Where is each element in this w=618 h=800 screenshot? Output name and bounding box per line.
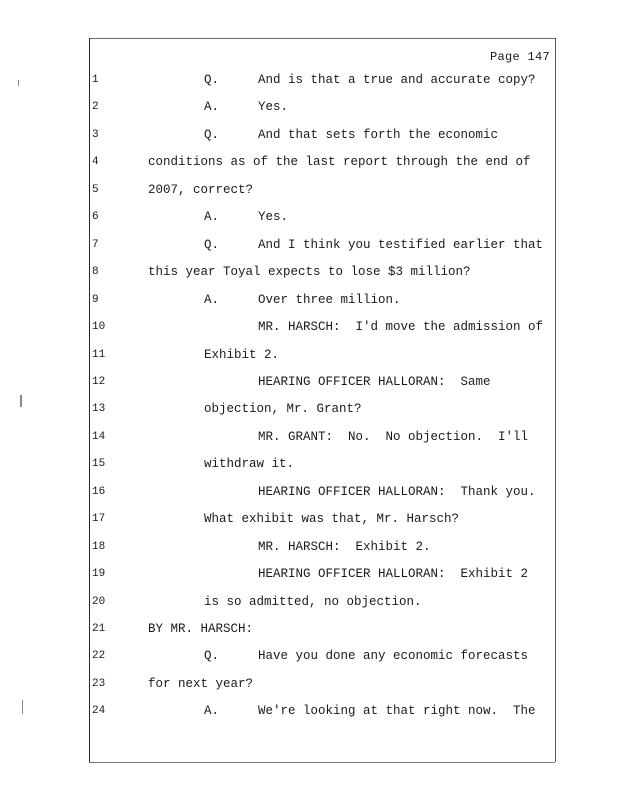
line-text: We're looking at that right now. The [258,704,536,719]
line-text: What exhibit was that, Mr. Harsch? [204,512,460,527]
line-text: Over three million. [258,292,401,307]
qa-label: A. [204,704,220,719]
line-number: 3 [92,128,99,141]
qa-label: Q. [204,649,220,664]
line-text: this year Toyal expects to lose $3 million? [148,265,471,280]
line-number: 22 [92,650,106,663]
speaker-line: HEARING OFFICER HALLORAN: Same [258,374,491,389]
transcript-line [0,70,618,90]
line-text: And is that a true and accurate copy? [258,73,536,87]
line-number: 5 [92,183,99,196]
transcript-line [0,482,618,502]
line-number: 16 [92,485,106,498]
line-number: 15 [92,458,106,471]
speaker-line: MR. HARSCH: I'd move the admission of [258,320,544,335]
line-number: 2 [92,101,99,114]
line-number: 14 [92,430,106,443]
qa-label: Q. [204,127,220,142]
transcript-line [0,97,618,117]
line-number: 10 [92,321,106,334]
transcript-line [0,674,618,694]
speaker-line: MR. HARSCH: Exhibit 2. [258,539,431,554]
line-text: Yes. [258,210,289,225]
speaker-line: MR. GRANT: No. No objection. I'll [258,429,529,444]
transcript-line [0,180,618,200]
transcript-line [0,701,618,721]
transcript-line [0,345,618,365]
line-number: 4 [92,156,99,169]
line-text: objection, Mr. Grant? [204,402,362,417]
line-number: 9 [92,293,99,306]
transcript-line [0,646,618,666]
line-text: withdraw it. [204,457,295,472]
transcript-line [0,317,618,337]
line-text: And I think you testified earlier that [258,237,544,252]
line-number: 11 [92,348,106,361]
line-text: Have you done any economic forecasts [258,649,529,664]
transcript-line [0,262,618,282]
line-number: 19 [92,568,106,581]
qa-label: A. [204,210,220,225]
transcript-line [0,619,618,639]
line-number: 7 [92,238,99,251]
line-text: BY MR. HARSCH: [148,622,254,636]
line-text: Yes. [258,100,289,115]
transcript-line [0,125,618,145]
qa-label: Q. [204,237,220,252]
line-text: And that sets forth the economic [258,127,499,142]
transcript-line [0,207,618,227]
line-number: 6 [92,211,99,224]
line-text: is so admitted, no objection. [204,594,422,609]
scan-mark [22,700,23,714]
transcript-line [0,509,618,529]
transcript-line [0,235,618,255]
line-number: 18 [92,540,106,553]
transcript-line [0,372,618,392]
speaker-line: HEARING OFFICER HALLORAN: Thank you. [258,484,536,499]
transcript-line [0,564,618,584]
line-number: 17 [92,513,106,526]
transcript-line [0,592,618,612]
line-number: 12 [92,375,106,388]
line-number: 1 [92,74,99,86]
page-frame-top [89,38,555,39]
line-number: 24 [92,705,106,718]
line-text: Exhibit 2. [204,347,280,362]
line-number: 8 [92,266,99,279]
page-number: Page 147 [489,50,550,64]
transcript-line [0,427,618,447]
qa-label: A. [204,292,220,307]
page-frame-bottom [89,762,555,763]
line-number: 20 [92,595,106,608]
transcript-line [0,399,618,419]
transcript-line [0,290,618,310]
line-number: 13 [92,403,106,416]
line-text: conditions as of the last report through the end of [148,155,531,170]
qa-label: Q. [204,73,220,87]
scan-mark [20,395,22,407]
scan-mark [18,80,19,86]
line-number: 21 [92,623,106,635]
line-number: 23 [92,677,106,690]
line-text: 2007, correct? [148,182,254,197]
line-text: for next year? [148,676,254,691]
qa-label: A. [204,100,220,115]
transcript-line [0,454,618,474]
speaker-line: HEARING OFFICER HALLORAN: Exhibit 2 [258,567,529,582]
transcript-line [0,152,618,172]
transcript-line [0,537,618,557]
